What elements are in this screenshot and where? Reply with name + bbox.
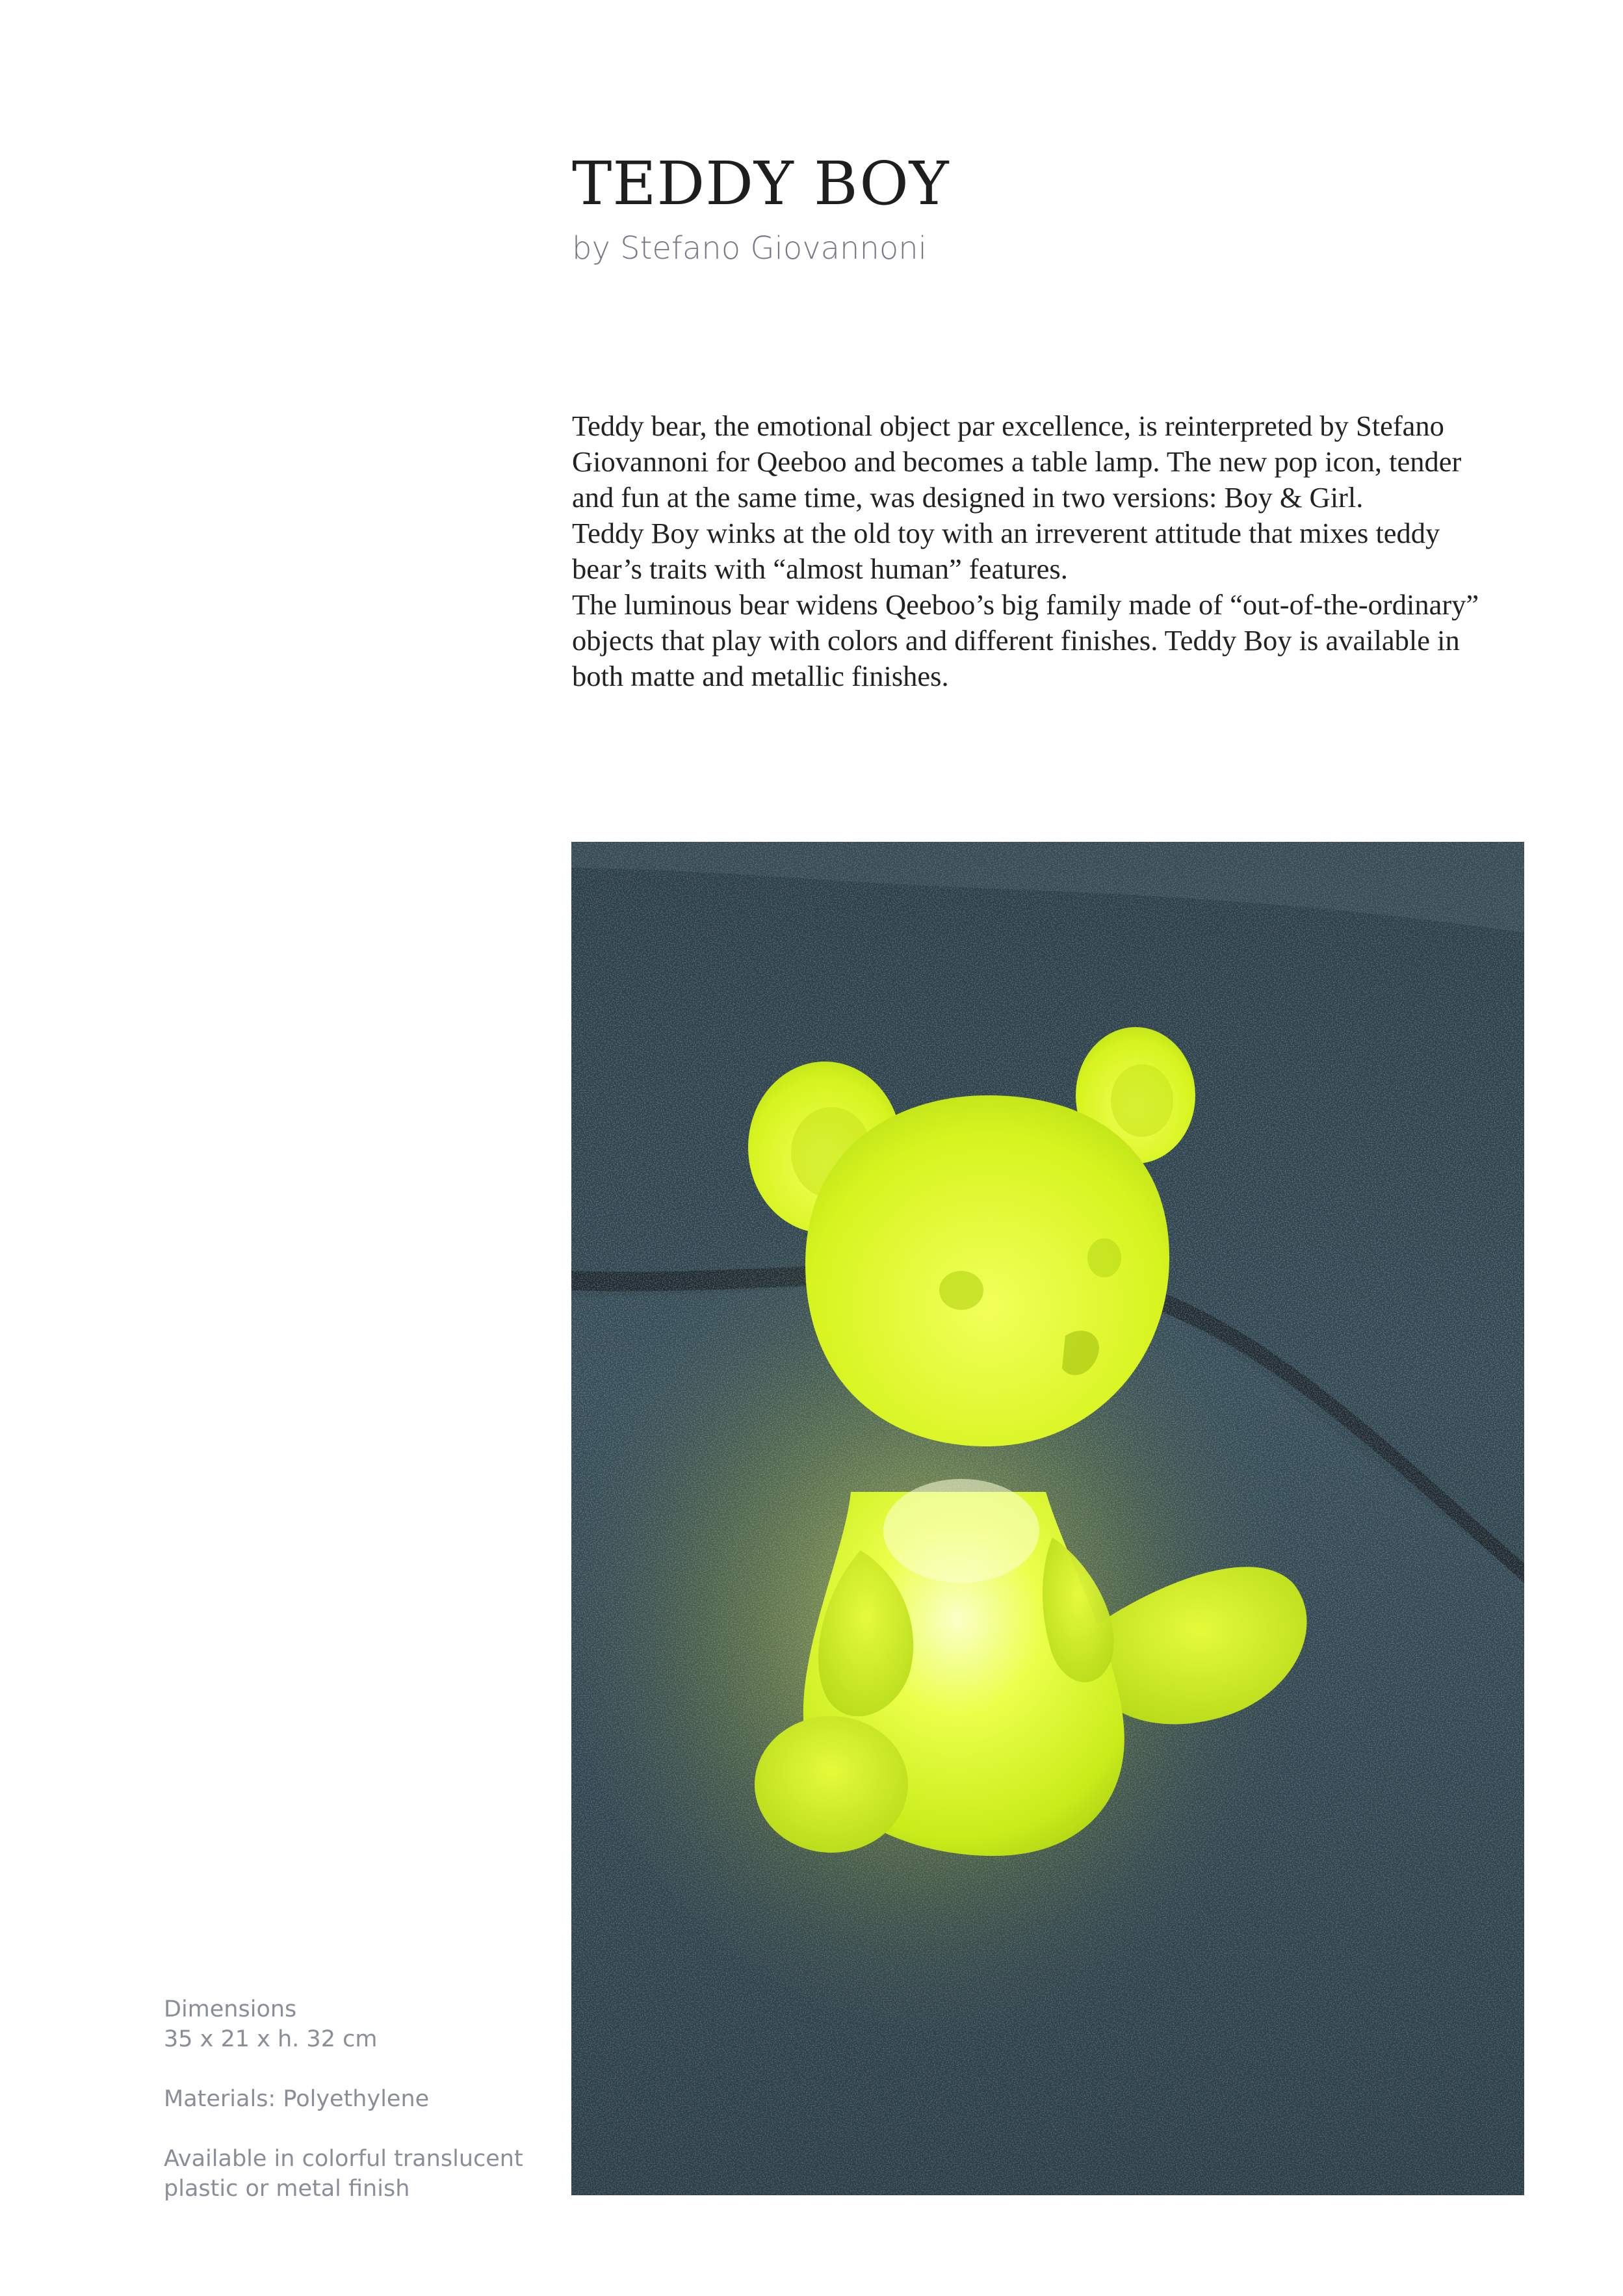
- description-line: Giovannoni for Qeeboo and becomes a table lamp. The new pop icon, tender: [572, 445, 1462, 478]
- dimensions-value: 35 x 21 x h. 32 cm: [164, 2026, 378, 2052]
- availability-text: Available in colorful translucent: [164, 2146, 523, 2172]
- designer-byline: by Stefano Giovannoni: [572, 230, 927, 267]
- description-line: Teddy Boy winks at the old toy with an irreverent attitude that mixes teddy: [572, 517, 1440, 549]
- description-line: The luminous bear widens Qeeboo’s big family made of “out-of-the-ordinary”: [572, 588, 1479, 621]
- description-line: Teddy bear, the emotional object par excellence, is reinterpreted by Stefano: [572, 410, 1444, 442]
- dimensions-label: Dimensions: [164, 1996, 297, 2022]
- product-description: [572, 408, 1534, 694]
- product-title: TEDDY BOY: [572, 149, 950, 218]
- description-line: objects that play with colors and different finishes. Teddy Boy is available in: [572, 624, 1460, 657]
- description-line: bear’s traits with “almost human” features.: [572, 553, 1068, 585]
- description-line: and fun at the same time, was designed in two versions: Boy & Girl.: [572, 481, 1364, 514]
- description-line: both matte and metallic finishes.: [572, 660, 949, 692]
- product-photo: [571, 842, 1524, 2195]
- product-specs: [164, 1994, 528, 2204]
- availability-text: plastic or metal finish: [164, 2176, 410, 2202]
- materials-text: Materials: Polyethylene: [164, 2086, 430, 2112]
